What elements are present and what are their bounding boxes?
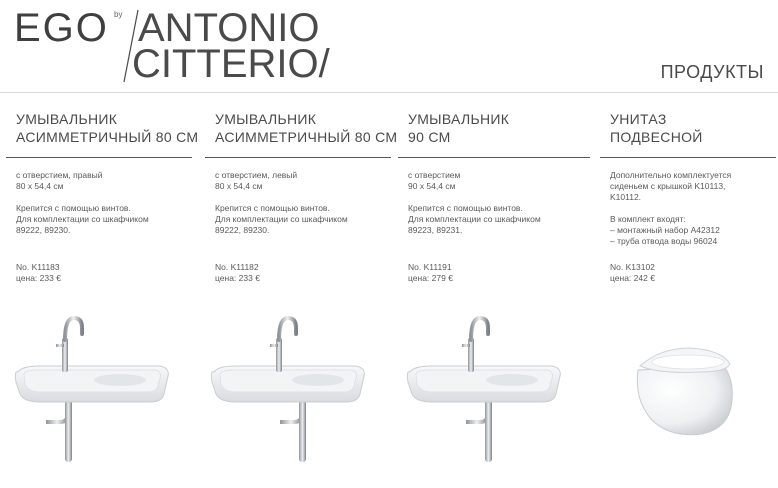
brand-line1: ANTONIO [138, 6, 320, 50]
desc-line: 89222, 89230. [16, 225, 71, 235]
section-title: ПРОДУКТЫ [660, 62, 764, 82]
brand-logo [14, 6, 334, 84]
desc-line: 80 x 54,4 см [215, 181, 263, 191]
article-number: No. K13102 [610, 262, 655, 272]
product-card [398, 110, 541, 283]
desc-line: Для комплектации со шкафчиком [215, 214, 348, 224]
desc-line: 80 x 54,4 см [16, 181, 64, 191]
product-article [16, 262, 61, 284]
desc-line: 90 x 54,4 см [408, 181, 456, 191]
brand-by: by [114, 10, 123, 19]
product-description [610, 170, 731, 258]
product-divider [600, 157, 776, 158]
desc-line: Крепится с помощью винтов. [16, 203, 131, 213]
price: цена: 242 € [610, 273, 655, 283]
desc-line: Для комплектации со шкафчиком [408, 214, 541, 224]
desc-line: Для комплектации со шкафчиком [16, 214, 149, 224]
desc-line: сиденьем с крышкой K10113, [610, 181, 726, 191]
product-divider [6, 157, 192, 158]
product-name-line1: УМЫВАЛЬНИК [215, 111, 317, 127]
washbasin-image [10, 310, 178, 470]
article-number: No. K11191 [408, 262, 452, 272]
desc-line: 89223, 89231. [408, 225, 463, 235]
product-description [215, 170, 348, 247]
desc-line: – труба отвода воды 96024 [610, 236, 718, 246]
desc-line: Крепится с помощью винтов. [215, 203, 330, 213]
article-number: No. K11183 [16, 262, 60, 272]
product-article [408, 262, 453, 284]
desc-line: K10112. [610, 192, 642, 202]
desc-line: Дополнительно комплектуется [610, 170, 732, 180]
desc-line: с отверстием, правый [16, 170, 103, 180]
product-card [600, 110, 732, 283]
product-card [205, 110, 398, 283]
price: цена: 233 € [215, 273, 260, 283]
desc-line: В комплект входят: [610, 214, 686, 224]
product-name-line1: УМЫВАЛЬНИК [408, 111, 510, 127]
desc-line: с отверстием, левый [215, 170, 298, 180]
desc-line: Крепится с помощью винтов. [408, 203, 523, 213]
brand-line2: CITTERIO/ [132, 42, 330, 86]
product-name-line2: 90 СМ [408, 129, 451, 145]
brand-ego: EGO [14, 6, 109, 50]
product-article [215, 262, 260, 284]
washbasin-image [206, 310, 374, 470]
product-article [610, 262, 655, 284]
product-description [408, 170, 541, 247]
product-name-line1: УНИТАЗ [610, 111, 667, 127]
price: цена: 233 € [16, 273, 61, 283]
product-card [6, 110, 199, 283]
product-name-line2: АСИММЕТРИЧНЫЙ 80 СМ [16, 129, 199, 145]
product-description [16, 170, 149, 247]
product-name-line1: УМЫВАЛЬНИК [16, 111, 118, 127]
product-name-line2: ПОДВЕСНОЙ [610, 129, 703, 145]
header-divider [0, 92, 778, 93]
price: цена: 279 € [408, 273, 453, 283]
washbasin-image [402, 310, 570, 470]
toilet-image [630, 340, 742, 440]
product-divider [398, 157, 590, 158]
product-divider [205, 157, 391, 158]
desc-line: с отверстием [408, 170, 461, 180]
product-name-line2: АСИММЕТРИЧНЫЙ 80 СМ [215, 129, 398, 145]
article-number: No. K11182 [215, 262, 259, 272]
desc-line: 89222, 89230. [215, 225, 270, 235]
desc-line: – монтажный набор A42312 [610, 225, 720, 235]
